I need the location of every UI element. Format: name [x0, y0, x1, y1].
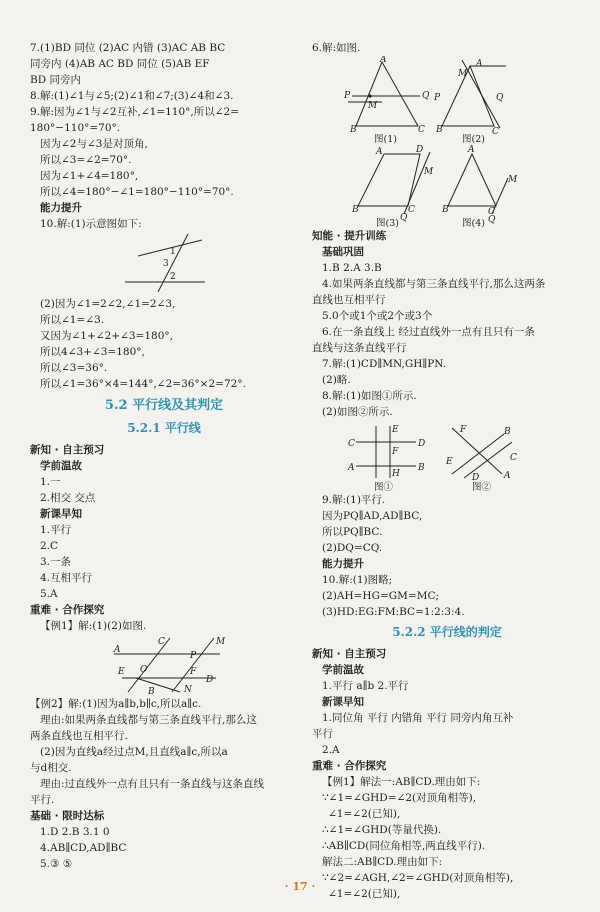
answer-10-line6: 所以∠3=36°.	[40, 362, 108, 374]
preview-4: 4.互相平行	[40, 572, 93, 584]
answer-7-line1: 7.解:(1)CD∥MN,GH∥PN.	[322, 358, 447, 370]
example-2-line6: 理由:过直线外一点有且只有一条直线与这条直线	[40, 778, 265, 790]
example-1-line1: 【例1】解法一:AB∥CD.理由如下:	[322, 776, 481, 788]
answer-4-line2: 直线也互相平行	[312, 294, 386, 306]
preview-1-line1: 1.同位角 平行 内错角 平行 同旁内角互补	[322, 712, 514, 724]
svg-text:Q: Q	[496, 93, 504, 103]
subsection-preview: 新课早知	[40, 508, 82, 520]
section-title-5-2-1: 5.2.1 平行线	[127, 421, 201, 435]
svg-text:B: B	[418, 463, 425, 473]
svg-text:1: 1	[170, 247, 176, 257]
example-2-line1: 【例2】解:(1)因为a∥b,b∥c,所以a∥c.	[30, 698, 202, 710]
svg-text:O: O	[140, 665, 148, 675]
review-2: 2.相交 交点	[40, 492, 96, 504]
svg-text:D: D	[472, 473, 480, 483]
preview-2: 2.A	[322, 744, 340, 756]
svg-text:D: D	[206, 675, 214, 685]
svg-text:C: C	[492, 127, 499, 137]
figure-parallel-lines-example	[30, 634, 298, 696]
svg-text:A: A	[504, 471, 511, 481]
answer-9-line1: 9.解:(1)平行.	[322, 494, 386, 506]
caption-fig-a: 图①	[374, 482, 394, 492]
answer-6-line1: 6.在一条直线上 经过直线外一点有且只有一条	[322, 326, 535, 338]
svg-text:C: C	[348, 439, 355, 449]
answer-10-line1: 10.解:(1)示意图如下:	[40, 218, 142, 230]
drill-5: 5.③ ⑤	[40, 858, 73, 870]
answer-8-line1: 8.解:(1)如图①所示.	[322, 390, 417, 402]
svg-text:C: C	[158, 637, 165, 647]
svg-text:A: A	[468, 145, 475, 155]
answer-9-line1: 9.解:因为∠1与∠2互补,∠1=110°,所以∠2=	[30, 106, 240, 118]
svg-text:M: M	[216, 637, 226, 647]
answer-7-line2: 同旁内 (4)AB AC BD 同位 (5)AB EF	[30, 58, 210, 70]
svg-text:A: A	[114, 645, 121, 655]
svg-text:E: E	[392, 425, 399, 435]
example-2-line2: 理由:如果两条直线都与第三条直线平行,那么这	[40, 714, 257, 726]
answer-4-line1: 4.如果两条直线都与第三条直线平行,那么这两条	[322, 278, 546, 290]
svg-text:P: P	[190, 651, 197, 661]
figure-parallel-construction	[312, 420, 582, 492]
subsection-basic: 基础巩固	[322, 246, 364, 258]
section-title-5-2: 5.2 平行线及其判定	[104, 398, 224, 413]
svg-text:F: F	[190, 667, 197, 677]
svg-text:F: F	[392, 447, 399, 457]
svg-text:M: M	[424, 167, 434, 177]
answer-10-line2: (2)AH=HG=GM=MC;	[322, 590, 440, 602]
example-1-line2: ∵∠1=∠GHD=∠2(对顶角相等),	[322, 792, 477, 804]
example-2-line4: (2)因为直线a经过点M,且直线a∥c,所以a	[40, 746, 228, 758]
example-1: 【例1】解:(1)(2)如图.	[40, 620, 147, 632]
drill-1-3: 1.D 2.B 3.1 0	[40, 826, 110, 838]
section-new-knowledge: 新知 · 自主预习	[30, 444, 105, 456]
svg-text:3: 3	[163, 259, 169, 269]
svg-text:B: B	[436, 125, 443, 135]
review-1-2: 1.平行 a∥b 2.平行	[322, 680, 409, 692]
answer-9-line2: 因为PQ∥AD,AD∥BC,	[322, 510, 423, 522]
section-new-knowledge: 新知 · 自主预习	[312, 648, 387, 660]
svg-text:P: P	[344, 91, 351, 101]
section-key-points: 重难 · 合作探究	[30, 604, 105, 616]
answer-7-line2: (2)略.	[322, 374, 351, 386]
preview-3: 3.一条	[40, 556, 72, 568]
svg-text:B: B	[352, 205, 359, 215]
example-1-line5: ∴AB∥CD(同位角相等,两直线平行).	[322, 840, 486, 852]
answer-10-line4: 又因为∠1+∠2+∠3=180°,	[40, 330, 173, 342]
section-skill-training: 知能 · 提升训练	[312, 230, 387, 242]
answer-10-line3: 所以∠1=∠3.	[40, 314, 105, 326]
example-1-line3: ∠1=∠2(已知),	[328, 808, 401, 820]
preview-1-line2: 平行	[312, 728, 333, 740]
caption-fig-b: 图②	[472, 482, 492, 492]
svg-text:2: 2	[170, 272, 176, 282]
svg-text:N: N	[184, 685, 192, 695]
subsection-review: 学前温故	[322, 664, 364, 676]
svg-text:B: B	[442, 205, 449, 215]
answer-9-line6: 所以∠4=180°−∠1=180°−110°=70°.	[40, 186, 234, 198]
preview-1: 1.平行	[40, 524, 72, 536]
answer-7-line3: BD 同旁内	[30, 74, 81, 86]
answer-5: 5.0个或1个或2个或3个	[322, 310, 433, 322]
svg-text:F: F	[460, 425, 467, 435]
caption-fig1: 图(1)	[374, 134, 397, 145]
answer-10-line7: 所以∠1=36°×4=144°,∠2=36°×2=72°.	[40, 378, 246, 390]
section-title-5-2-2: 5.2.2 平行线的判定	[392, 625, 502, 639]
drill-4: 4.AB∥CD,AD∥BC	[40, 842, 127, 854]
svg-text:B: B	[504, 427, 511, 437]
answer-8: 8.解:(1)∠1与∠5;(2)∠1和∠7;(3)∠4和∠3.	[30, 90, 234, 102]
answer-10-line1: 10.解:(1)图略;	[322, 574, 393, 586]
answer-10-line3: (3)HD:EG:FM:BC=1:2:3:4.	[322, 606, 465, 618]
svg-text:C: C	[488, 207, 495, 217]
answer-9-line4: (2)DQ=CQ.	[322, 542, 383, 554]
answer-9-line4: 所以∠3=∠2=70°.	[40, 154, 132, 166]
example-1-line8: ∠1=∠2(已知),	[328, 888, 401, 900]
section-ability: 能力提升	[322, 558, 364, 570]
answer-6: 6.解:如图.	[312, 42, 361, 54]
answers-1-3: 1.B 2.A 3.B	[322, 262, 382, 274]
subsection-preview: 新课早知	[322, 696, 364, 708]
svg-text:A: A	[348, 463, 355, 473]
svg-text:A: A	[476, 59, 483, 69]
svg-text:E: E	[446, 457, 453, 467]
answer-9-line2: 180°−110°=70°.	[30, 122, 121, 134]
answer-8-line2: (2)如图②所示.	[322, 406, 393, 418]
section-key-points: 重难 · 合作探究	[312, 760, 387, 772]
svg-text:C: C	[408, 205, 415, 215]
example-2-line7: 平行.	[30, 794, 55, 806]
svg-text:P: P	[434, 93, 441, 103]
right-column	[312, 40, 582, 902]
svg-text:D: D	[416, 145, 424, 155]
svg-text:Q: Q	[422, 91, 430, 101]
example-1-line4: ∴∠1=∠GHD(等量代换).	[322, 824, 442, 836]
caption-fig3: 图(3)	[376, 218, 399, 228]
svg-text:H: H	[392, 469, 400, 479]
figure-angles-diagram	[30, 232, 298, 296]
svg-text:A: A	[380, 56, 387, 65]
svg-text:B: B	[350, 125, 357, 135]
example-2-line3: 两条直线也互相平行.	[30, 730, 128, 742]
left-column	[30, 40, 298, 872]
section-basic-drill: 基础 · 限时达标	[30, 810, 105, 822]
answer-9-line3: 所以PQ∥BC.	[322, 526, 383, 538]
caption-fig4: 图(4)	[462, 218, 485, 228]
example-2-line5: 与d相交.	[30, 762, 72, 774]
answer-6-line2: 直线与这条直线平行	[312, 342, 407, 354]
caption-fig2: 图(2)	[462, 134, 485, 145]
example-1-line7: ∵∠2=∠AGH,∠2=∠GHD(对顶角相等),	[322, 872, 514, 884]
preview-2: 2.C	[40, 540, 59, 552]
svg-text:M: M	[368, 101, 378, 111]
svg-text:M: M	[508, 175, 518, 185]
svg-text:Q: Q	[488, 215, 496, 225]
example-1-line6: 解法二:AB∥CD.理由如下:	[322, 856, 443, 868]
svg-text:A: A	[376, 147, 383, 157]
svg-text:D: D	[418, 439, 426, 449]
answer-10-line2: (2)因为∠1=2∠2,∠1=2∠3,	[40, 298, 176, 310]
figure-triangles-and-parallelograms	[312, 56, 582, 228]
answer-7-line1: 7.(1)BD 同位 (2)AC 内错 (3)AC AB BC	[30, 42, 226, 54]
svg-text:C: C	[510, 453, 517, 463]
answer-9-line5: 因为∠1+∠4=180°,	[40, 170, 139, 182]
svg-text:C: C	[418, 125, 425, 135]
svg-text:E: E	[118, 667, 125, 677]
svg-text:M: M	[458, 69, 468, 79]
svg-text:Q: Q	[400, 213, 408, 223]
preview-5: 5.A	[40, 588, 58, 600]
page-number: · 17 ·	[284, 880, 316, 893]
svg-text:B: B	[148, 687, 155, 696]
answer-9-line3: 因为∠2与∠3是对顶角,	[40, 138, 148, 150]
subsection-review: 学前温故	[40, 460, 82, 472]
answer-10-line5: 所以4∠3+∠3=180°,	[40, 346, 145, 358]
review-1: 1.一	[40, 476, 61, 488]
section-ability: 能力提升	[40, 202, 82, 214]
